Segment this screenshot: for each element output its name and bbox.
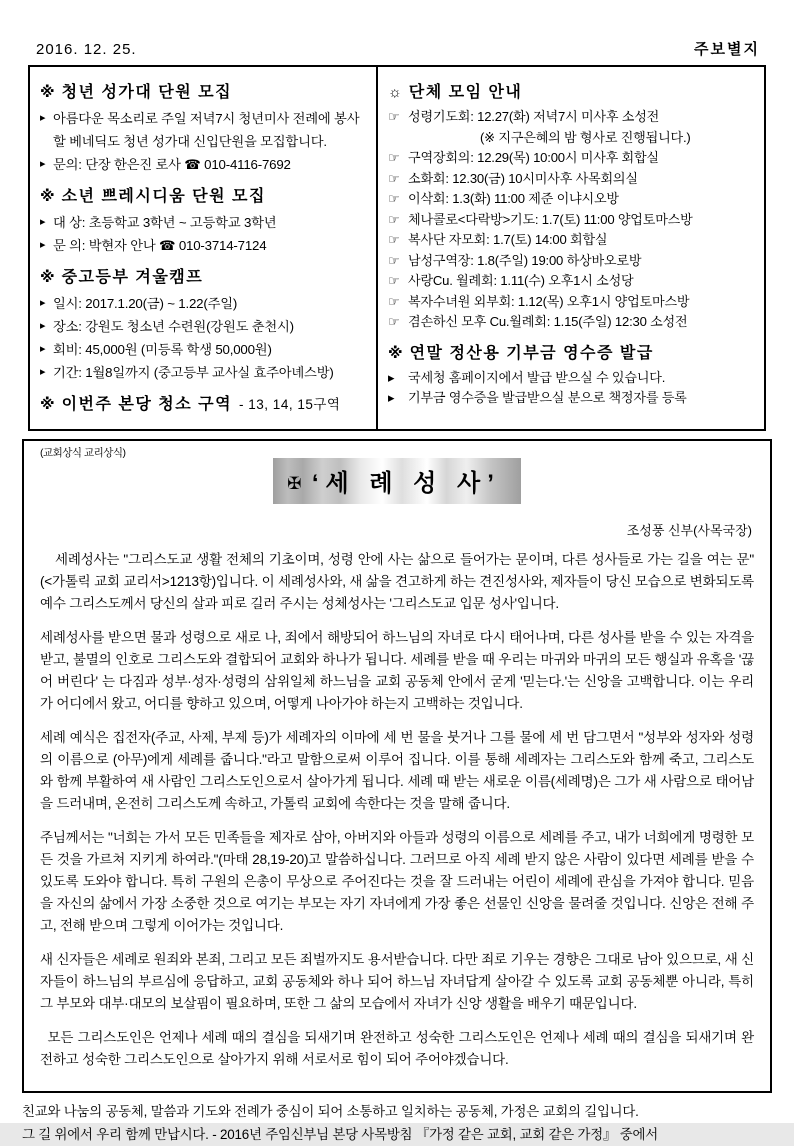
pointing-hand-icon: ☞ — [388, 273, 400, 288]
list-item — [40, 315, 368, 338]
notice-left-column — [30, 67, 378, 429]
section-group-meetings — [388, 79, 756, 333]
list-item-text: 일시: 2017.1.20(금) ~ 1.22(주일) — [53, 296, 238, 311]
header-date: 2016. 12. 25. — [36, 41, 137, 58]
meeting-text: 복사단 자모회: 1.7(토) 14:00 회합실 — [408, 232, 608, 247]
meeting-item — [388, 230, 756, 251]
triangle-bullet-icon: ▸ — [40, 216, 46, 228]
triangle-bullet-icon: ▸ — [40, 239, 46, 251]
list-item-text: 문 의: 박현자 안나 ☎ 010-3714-7124 — [53, 238, 267, 253]
section-title: 이번주 본당 청소 구역 — [61, 396, 233, 413]
meeting-item — [388, 271, 756, 292]
list-item — [40, 211, 368, 234]
pointing-hand-icon: ☞ — [388, 191, 400, 206]
article-paragraph: 세례성사는 "그리스도교 생활 전체의 기초이며, 성령 안에 사는 삶으로 들어가는 문이며, 다른 성사들로 가는 길을 여는 문" (<가톨릭 교회 교리서>1213항)입니다. 이 세례성사와, 새 삶을 견고하게 하는 견진성사와, 제자들이 당신 모습으로 변화되도록 예수 그리스도께서 당신의 살과 피로 길러 주시는 성체성사는 '그리스도교 입문 성사'입니다. — [40, 552, 754, 611]
article-paragraph: 모든 그리스도인은 언제나 세례 때의 결심을 되새기며 완전하고 성숙한 그리스도인은 언제나 세례 때의 결심을 되새기며 완전하고 성숙한 그리스도인으로 살아가지 위해 서로서로 힘이 되어 주어야겠습니다. — [40, 1030, 754, 1067]
pointing-hand-icon: ☞ — [388, 252, 400, 268]
section-title: 단체 모임 안내 — [408, 84, 523, 101]
list-item-text: 장소: 강원도 청소년 수련원(강원도 춘천시) — [53, 319, 294, 334]
article-box — [22, 439, 772, 1093]
section-title: 연말 정산용 기부금 영수증 발급 — [409, 344, 654, 362]
meeting-item — [388, 148, 756, 169]
footer-line-1: 친교와 나눔의 공동체, 말씀과 기도와 전례가 중심이 되어 소통하고 일치하는 공동체, 가정은 교회의 길입니다. — [22, 1104, 639, 1119]
triangle-bullet-icon: ▸ — [388, 369, 395, 385]
footer-line-2: 그 길 위에서 우리 함께 만납시다. - 2016년 주임신부님 본당 사목방침 『가정 같은 교회, 교회 같은 가정』 중에서 — [22, 1127, 658, 1142]
list-item — [40, 234, 368, 257]
triangle-bullet-icon: ▸ — [388, 390, 395, 405]
meeting-text: 구역장회의: 12.29(목) 10:00시 미사후 회합실 — [408, 150, 659, 165]
meeting-item — [388, 292, 756, 313]
list-item — [388, 388, 756, 409]
list-item-text: 대 상: 초등학교 3학년 ~ 고등학교 3학년 — [53, 215, 277, 230]
article-title-band — [273, 458, 521, 504]
meeting-text: 성령기도회: 12.27(화) 저녁7시 미사후 소성전 — [408, 109, 660, 124]
meeting-item — [388, 169, 756, 190]
list-item-text: 기간: 1월8일까지 (중고등부 교사실 효주아녜스방) — [53, 365, 334, 380]
triangle-bullet-icon: ▸ — [40, 112, 46, 124]
list-item-text: 아름다운 목소리로 주일 저녁7시 청년미사 전례에 봉사할 베네딕도 청년 성가대 신입단원을 모집합니다. — [53, 111, 360, 149]
dashed-sun-icon: ☼ — [388, 84, 402, 101]
list-item — [40, 361, 368, 384]
list-item — [40, 338, 368, 361]
meeting-text: 체나콜로<다락방>기도: 1.7(토) 11:00 양업토마스방 — [408, 211, 693, 227]
reference-mark-icon: ※ — [40, 269, 55, 286]
list-item — [40, 107, 368, 153]
triangle-bullet-icon: ▸ — [40, 297, 46, 309]
meeting-note — [388, 128, 756, 149]
meeting-item — [388, 189, 756, 210]
list-item-text: 문의: 단장 한은진 로사 ☎ 010-4116-7692 — [53, 157, 291, 172]
list-item-text: 회비: 45,000원 (미등록 학생 50,000원) — [53, 342, 272, 357]
pointing-hand-icon: ☞ — [388, 211, 400, 227]
triangle-bullet-icon: ▸ — [40, 158, 46, 170]
page-footer — [22, 1100, 774, 1146]
list-item-text: 기부금 영수증을 발급받으실 분으로 책정자를 등록 — [408, 390, 687, 405]
meeting-text: 겸손하신 모후 Cu.월례회: 1.15(주일) 12:30 소성전 — [408, 314, 688, 329]
reference-mark-icon: ※ — [40, 396, 55, 413]
meeting-item — [388, 210, 756, 231]
meeting-text: 이삭회: 1.3(화) 11:00 제준 이냐시오방 — [408, 191, 619, 206]
meeting-text: 남성구역장: 1.8(주일) 19:00 하상바오로방 — [408, 252, 642, 268]
cross-icon: ✠ — [287, 474, 302, 493]
meeting-item — [388, 107, 756, 128]
article-paragraph: 세례성사를 받으면 물과 성령으로 새로 나, 죄에서 해방되어 하느님의 자녀로 다시 태어나며, 다른 성사를 받을 수 있는 자격을 받고, 불멸의 인호로 그리스도와 결합되어 교회와 하나가 됩니다. 세례를 받을 때 우리는 마귀와 마귀의 모든 행실과 유혹을 '끊어 버린다' 는 다짐과 성부·성자·성령의 삼위일체 하느님을 교회 공동체 안에서 굳게 '믿는다.'는 신앙을 고백합니다. 이는 우리가 어디에서 왔고, 어디를 향하고 있으며, 어떻게 나아가야 하는지 고백하는 것입니다. — [40, 630, 754, 711]
pointing-hand-icon: ☞ — [388, 232, 400, 247]
reference-mark-icon: ※ — [388, 344, 403, 362]
notice-board — [28, 65, 766, 431]
page-header — [28, 38, 766, 65]
meeting-text: 사랑Cu. 월례회: 1.11(수) 오후1시 소성당 — [408, 273, 634, 288]
reference-mark-icon: ※ — [40, 84, 55, 101]
article-paragraph: 새 신자들은 세례로 원죄와 본죄, 그리고 모든 죄벌까지도 용서받습니다. 다만 죄로 기우는 경향은 그대로 남아 있으므로, 새 신자들이 하느님의 부르심에 응답하고, 교회 공동체와 하나 되어 하느님 자녀답게 살아갈 수 있도록 교회 공동체뿐 아니라, 특히 그 부모와 대부·대모의 보살핌이 필요하며, 또한 그 삶의 모습에서 자녀가 신앙 생활을 배우기 때문입니다. — [40, 952, 754, 1011]
list-item — [40, 292, 368, 315]
triangle-bullet-icon: ▸ — [40, 343, 46, 355]
article-title-row — [40, 458, 754, 504]
pointing-hand-icon: ☞ — [388, 150, 400, 165]
meeting-item — [388, 251, 756, 272]
article-paragraph: 세례 예식은 집전자(주교, 사제, 부제 등)가 세례자의 이마에 세 번 물을 붓거나 그를 물에 세 번 담그면서 "성부와 성자와 성령의 이름으로 (아무)에게 세례를 줍니다."라고 말함으로써 이루어 집니다. 이를 통해 세례자는 그리스도와 함께 죽고, 그리스도와 함께 부활하여 새 사람인 그리스도인으로서 살아가게 됩니다. 세례 때 받는 새로운 이름(세례명)은 그가 새 사람으로 태어남을 드러내며, 온전히 그리스도께 속하고, 가톨릭 교회에 속한다는 것을 말해 줍니다. — [40, 730, 754, 811]
pointing-hand-icon: ☞ — [388, 109, 400, 124]
triangle-bullet-icon: ▸ — [40, 320, 46, 332]
notice-right-column — [378, 67, 764, 429]
section-donation-receipt — [388, 340, 756, 409]
triangle-bullet-icon: ▸ — [40, 366, 46, 378]
pointing-hand-icon: ☞ — [388, 293, 400, 309]
list-item-text: 국세청 홈페이지에서 발급 받으실 수 있습니다. — [408, 369, 666, 385]
meeting-item — [388, 312, 756, 333]
pointing-hand-icon: ☞ — [388, 314, 400, 329]
cleaning-area-value: - 13, 14, 15구역 — [239, 397, 341, 412]
list-item — [40, 153, 368, 176]
section-title: 소년 쁘레시디움 단원 모집 — [61, 188, 266, 205]
article-byline: 조성풍 신부(사목국장) — [626, 523, 752, 538]
list-item — [388, 368, 756, 389]
section-title: 청년 성가대 단원 모집 — [61, 84, 233, 101]
page-title: 주보별지 — [694, 41, 760, 58]
article-title: ‘세 례 성 사’ — [311, 470, 501, 497]
pointing-hand-icon: ☞ — [388, 170, 400, 186]
section-choir-recruit — [40, 79, 368, 176]
reference-mark-icon: ※ — [40, 188, 55, 205]
article-body — [40, 549, 754, 1071]
article-corner-note: (교회상식 교리상식) — [40, 447, 126, 459]
section-cleaning-area — [40, 391, 368, 414]
article-paragraph: 주님께서는 "너희는 가서 모든 민족들을 제자로 삼아, 아버지와 아들과 성령의 이름으로 세례를 주고, 내가 너희에게 명령한 모든 것을 가르쳐 지키게 하여라."(마태 28,19-20)고 말씀하십니다. 그러므로 아직 세례 받지 않은 사람이 있다면 세례를 받을 수 있도록 도와야 합니다. 특히 구원의 은총이 무상으로 주어진다는 것을 잘 드러내는 어린이 세례에 관심을 가져야 합니다. 믿음을 자신의 삶에서 가장 소중한 것으로 여기는 부모는 자기 자녀에게 가장 좋은 선물인 신앙을 물려줄 것입니다. 신앙은 전해 주고, 전해 받으며 그렇게 이어가는 것입니다. — [40, 830, 754, 933]
section-title: 중고등부 겨울캠프 — [61, 269, 204, 286]
meeting-text: 복자수녀원 외부회: 1.12(목) 오후1시 양업토마스방 — [408, 293, 690, 309]
meeting-text: 소화회: 12.30(금) 10시미사후 사목회의실 — [408, 170, 638, 186]
meeting-note-text: (※ 지구은혜의 밤 형사로 진행됩니다.) — [480, 129, 691, 145]
section-winter-camp — [40, 264, 368, 384]
section-presidium-recruit — [40, 183, 368, 257]
